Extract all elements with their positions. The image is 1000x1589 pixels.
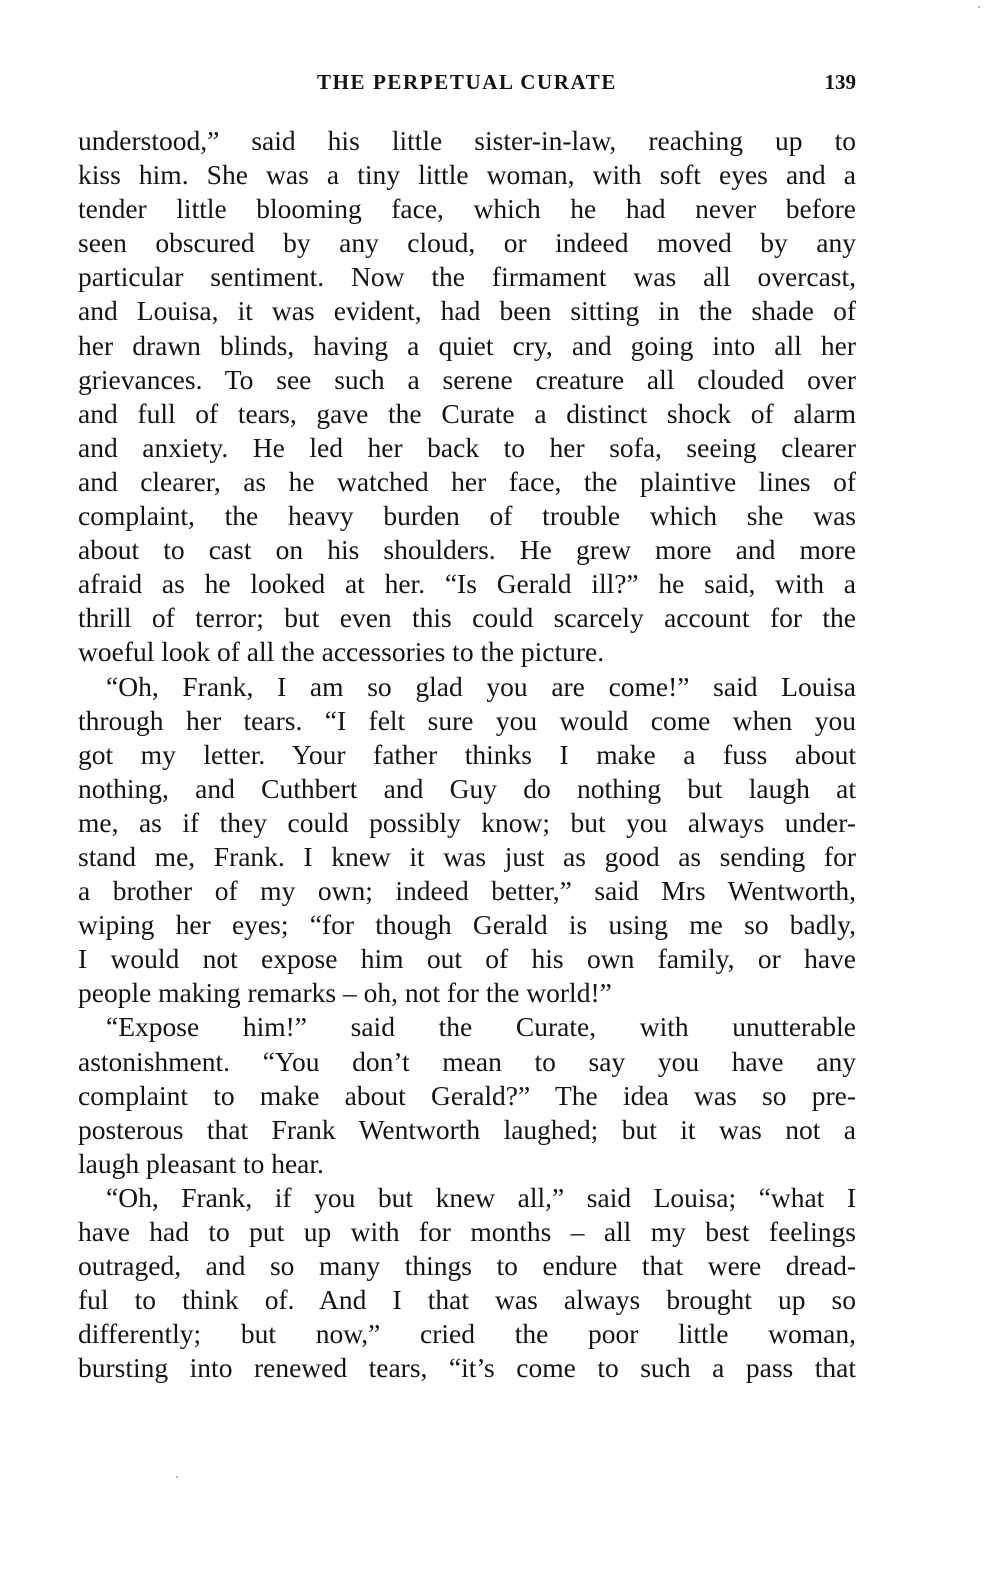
text-line: understood,” said his little sister-in-law, reaching up to <box>78 125 856 156</box>
text-line: woeful look of all the accessories to the picture. <box>78 636 605 668</box>
text-line: grievances. To see such a serene creature all clouded over <box>78 363 856 395</box>
text-line: about to cast on his shoulders. He grew more and more <box>78 534 856 566</box>
scan-speck <box>978 6 980 8</box>
text-line: astonishment. “You don’t mean to say you have any <box>78 1045 856 1077</box>
text-line: bursting into renewed tears, “it’s come to such a pass that <box>78 1352 856 1384</box>
text-line: kiss him. She was a tiny little woman, with soft eyes and a <box>78 159 856 191</box>
text-line: got my letter. Your father thinks I make a fuss about <box>78 738 856 770</box>
text-line: afraid as he looked at her. “Is Gerald ill?” he said, with a <box>78 568 856 600</box>
page-number: 139 <box>824 70 856 94</box>
text-line: and Louisa, it was evident, had been sitting in the shade of <box>78 295 856 327</box>
text-line: and clearer, as he watched her face, the plaintive lines of <box>78 465 856 497</box>
text-line: I would not expose him out of his own family, or have <box>78 943 856 975</box>
body-text <box>78 124 856 1385</box>
text-line: seen obscured by any cloud, or indeed moved by any <box>78 227 856 259</box>
text-line: people making remarks – oh, not for the world!” <box>78 977 612 1009</box>
text-line: complaint to make about Gerald?” The idea was so pre- <box>78 1079 856 1111</box>
running-title: THE PERPETUAL CURATE <box>317 70 617 94</box>
running-header <box>78 68 856 98</box>
text-line: stand me, Frank. I knew it was just as good as sending for <box>78 840 856 872</box>
text-line: “Oh, Frank, I am so glad you are come!” said Louisa <box>106 670 856 702</box>
text-line: and anxiety. He led her back to her sofa, seeing clearer <box>78 431 856 463</box>
text-line: laugh pleasant to hear. <box>78 1147 324 1179</box>
text-line: particular sentiment. Now the firmament was all overcast, <box>78 261 856 293</box>
text-line: “Expose him!” said the Curate, with unutterable <box>106 1011 856 1043</box>
text-line: me, as if they could possibly know; but you always under- <box>78 806 856 838</box>
text-line: through her tears. “I felt sure you would come when you <box>78 704 856 736</box>
text-line: and full of tears, gave the Curate a distinct shock of alarm <box>78 397 856 429</box>
text-line: wiping her eyes; “for though Gerald is using me so badly, <box>78 909 856 941</box>
text-line: thrill of terror; but even this could scarcely account for the <box>78 602 856 634</box>
text-line: outraged, and so many things to endure that were dread- <box>78 1250 856 1282</box>
scan-speck <box>176 1476 178 1478</box>
text-line: tender little blooming face, which he had never before <box>78 193 856 225</box>
text-line: differently; but now,” cried the poor little woman, <box>78 1318 856 1350</box>
text-line: posterous that Frank Wentworth laughed; but it was not a <box>78 1113 856 1145</box>
text-line: a brother of my own; indeed better,” said Mrs Wentworth, <box>78 875 856 907</box>
text-line: ful to think of. And I that was always brought up so <box>78 1284 856 1316</box>
text-line: nothing, and Cuthbert and Guy do nothing but laugh at <box>78 772 856 804</box>
text-line: complaint, the heavy burden of trouble which she was <box>78 500 856 532</box>
text-line: her drawn blinds, having a quiet cry, and going into all her <box>78 329 856 361</box>
text-line: have had to put up with for months – all my best feelings <box>78 1216 856 1247</box>
text-line: “Oh, Frank, if you but knew all,” said Louisa; “what I <box>106 1181 856 1213</box>
